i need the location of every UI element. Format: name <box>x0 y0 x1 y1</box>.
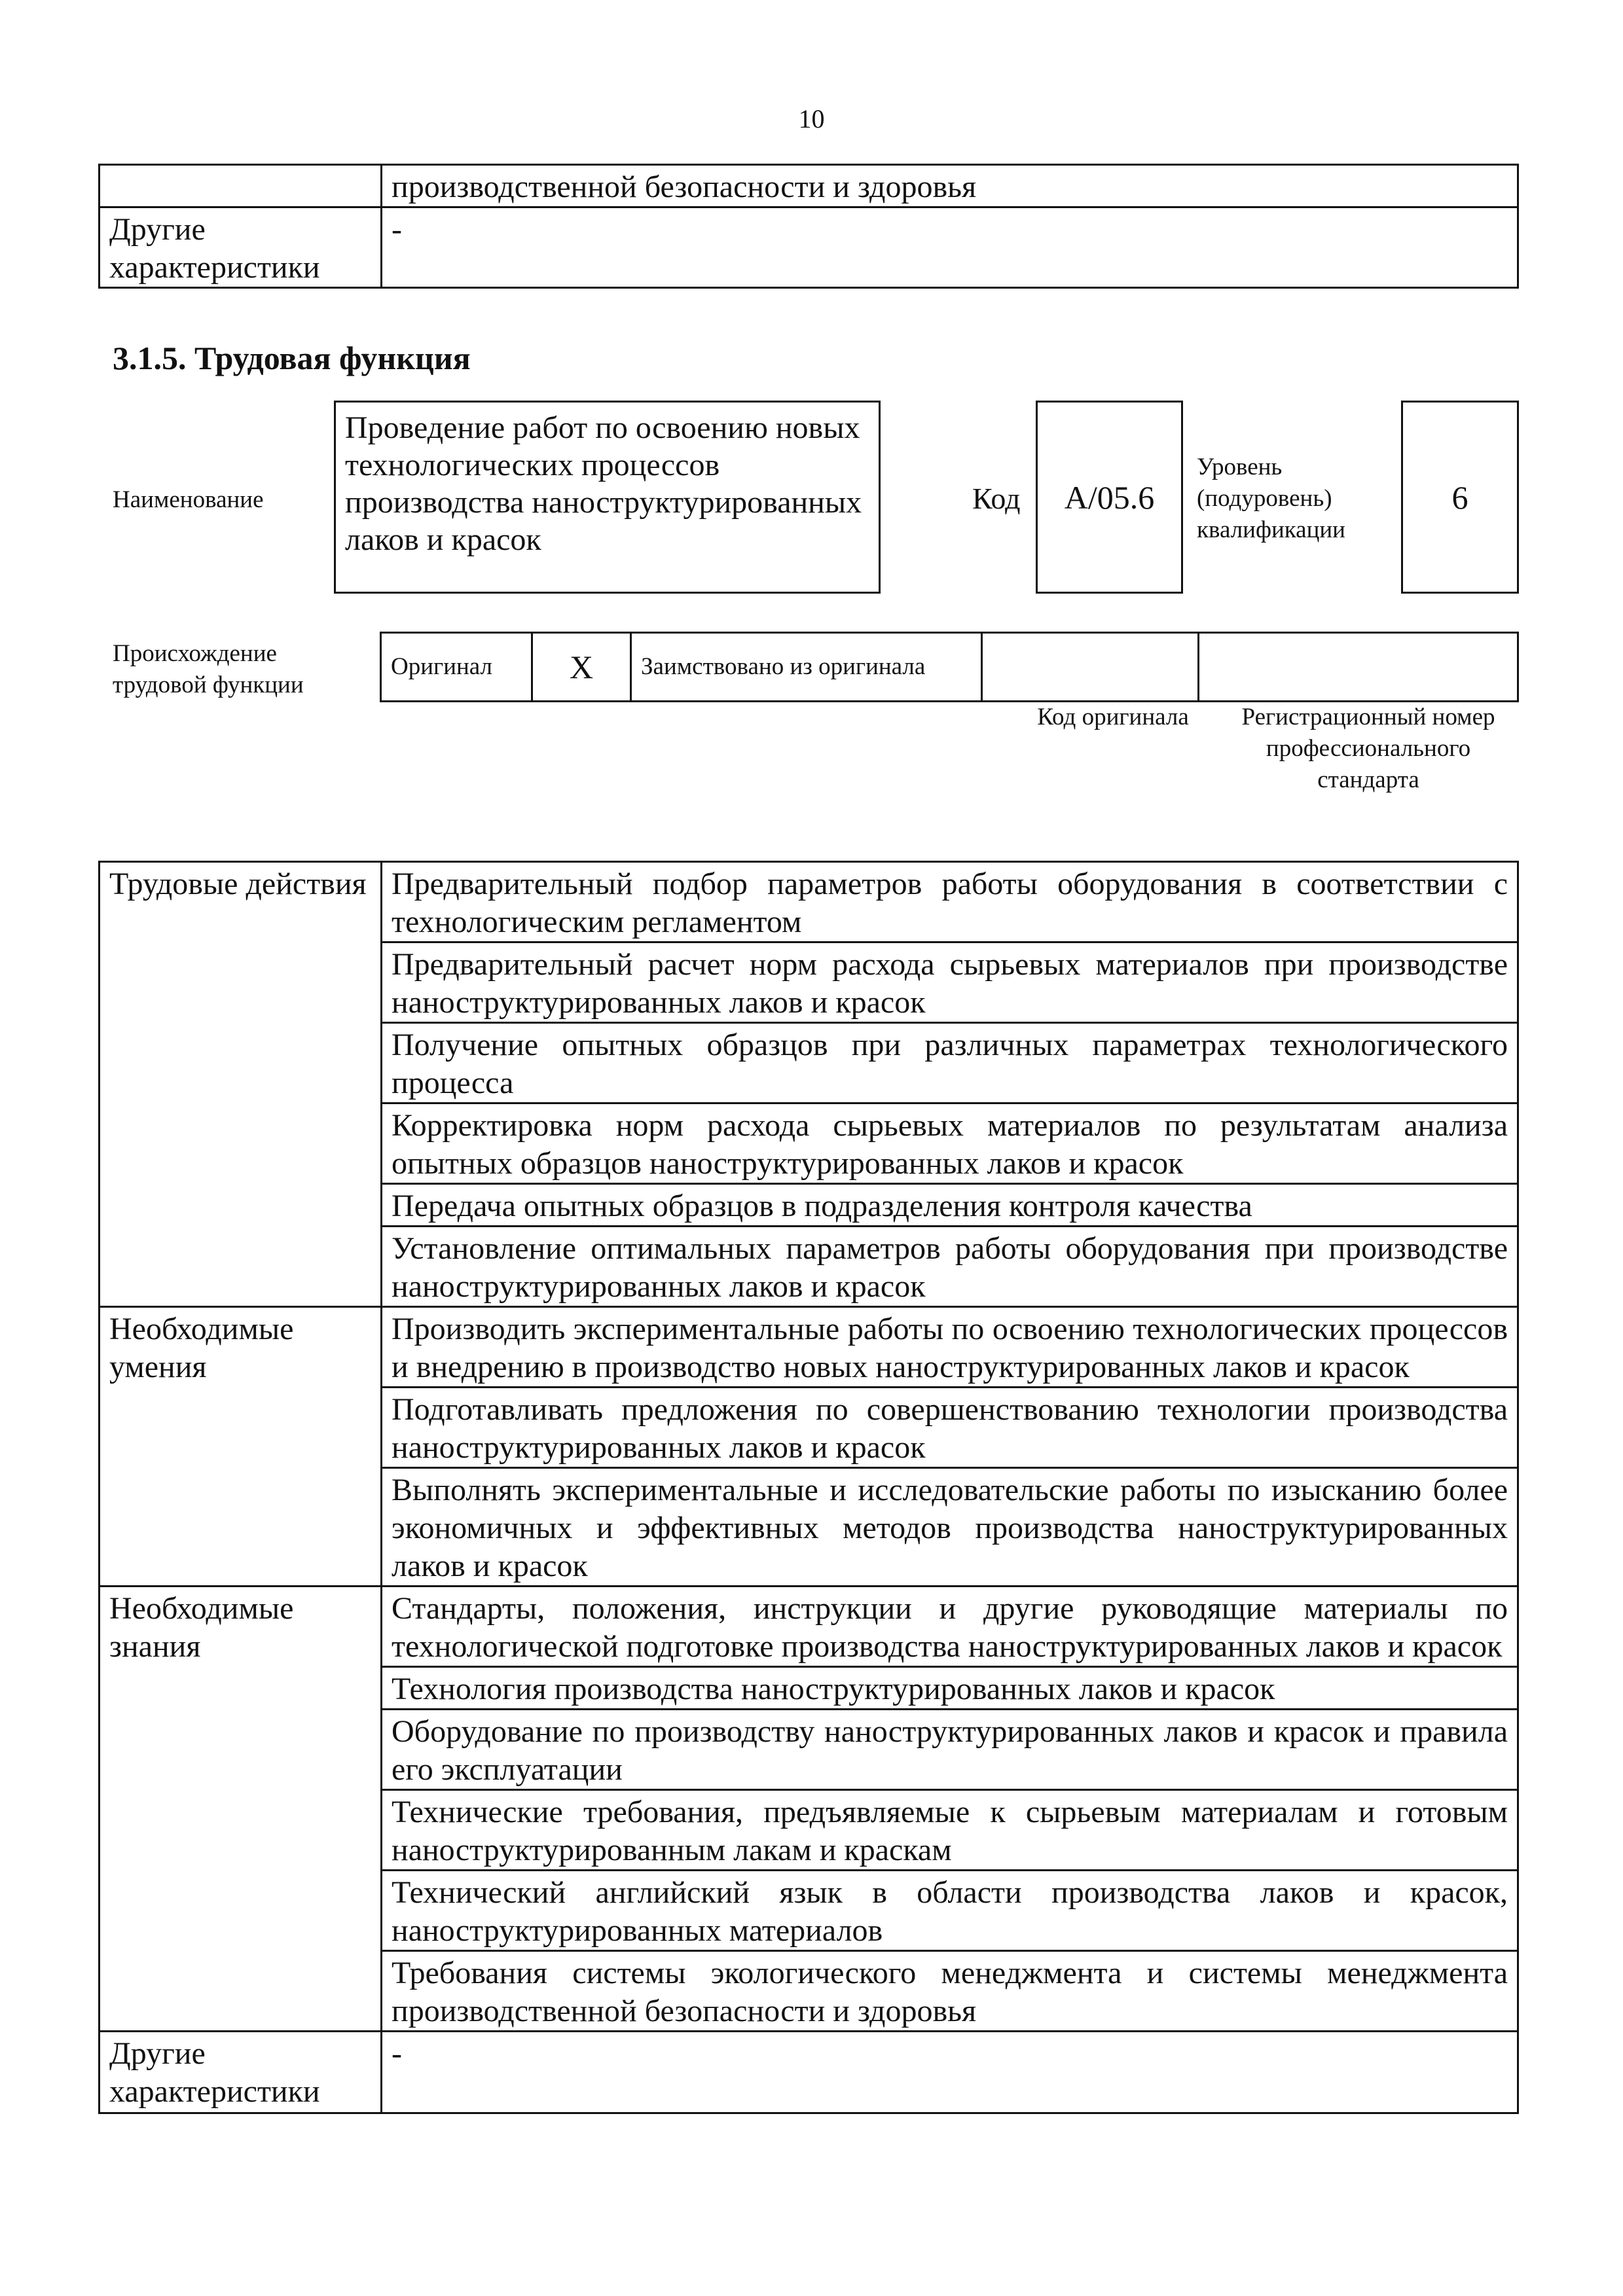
function-name-box: Проведение работ по освоению новых технологических процессов производства наноструктурированных лаков и красок <box>334 401 881 594</box>
level-box: 6 <box>1401 401 1519 594</box>
level-label: Уровень (подуровень) квалификации <box>1197 454 1345 543</box>
original-mark: X <box>532 633 631 702</box>
action-item: Получение опытных образцов при различных параметрах технологического процесса <box>382 1023 1518 1103</box>
actions-label: Трудовые действия <box>100 862 382 1307</box>
top-continuation-table <box>98 164 1519 289</box>
knowledge-item: Требования системы экологического менеджмента и системы менеджмента производственной безопасности и здоровья <box>382 1951 1518 2032</box>
knowledge-item: Стандарты, положения, инструкции и другие руководящие материалы по технологической подготовке производства наноструктурированных лаков и красок <box>382 1587 1518 1667</box>
borrowed-label: Заимствовано из оригинала <box>631 633 982 702</box>
knowledge-label: Необходимые знания <box>100 1587 382 2032</box>
action-item: Предварительный подбор параметров работы оборудования в соответствии с технологическим регламентом <box>382 862 1518 942</box>
origin-label: Происхождение трудовой функции <box>113 640 304 698</box>
origin-table <box>380 632 1519 702</box>
original-label: Оригинал <box>381 633 532 702</box>
code-box: A/05.6 <box>1036 401 1183 594</box>
empty-cell <box>100 165 382 207</box>
main-table <box>98 861 1519 2114</box>
knowledge-item: Технология производства наноструктурированных лаков и красок <box>382 1667 1518 1710</box>
other-characteristics-value: - <box>382 207 1518 288</box>
action-item: Установление оптимальных параметров работы оборудования при производстве наноструктурированных лаков и красок <box>382 1227 1518 1307</box>
caption-registration-number: Регистрационный номер профессионального стандарта <box>1241 704 1495 793</box>
caption-original-code: Код оригинала <box>1037 704 1189 730</box>
code-label: Код <box>972 482 1021 515</box>
skill-item: Выполнять экспериментальные и исследовательские работы по изысканию более экономичных и эффективных методов производства наноструктурированных лаков и красок <box>382 1468 1518 1587</box>
knowledge-item: Оборудование по производству наноструктурированных лаков и красок и правила его эксплуатации <box>382 1710 1518 1790</box>
page-number: 10 <box>798 104 825 134</box>
registration-number-cell <box>1199 633 1518 702</box>
skill-item: Производить экспериментальные работы по освоению технологических процессов и внедрению в производство новых наноструктурированных лаков и красок <box>382 1307 1518 1388</box>
other-label: Другие характеристики <box>100 2032 382 2113</box>
original-code-cell <box>982 633 1199 702</box>
continued-text: производственной безопасности и здоровья <box>382 165 1518 207</box>
knowledge-item: Технические требования, предъявляемые к сырьевым материалам и готовым наноструктурированным лакам и краскам <box>382 1790 1518 1871</box>
name-label: Наименование <box>113 486 264 513</box>
action-item: Предварительный расчет норм расхода сырьевых материалов при производстве наноструктурированных лаков и красок <box>382 942 1518 1023</box>
skills-label: Необходимые умения <box>100 1307 382 1587</box>
action-item: Корректировка норм расхода сырьевых материалов по результатам анализа опытных образцов наноструктурированных лаков и красок <box>382 1103 1518 1184</box>
section-title: 3.1.5. Трудовая функция <box>113 340 471 376</box>
action-item: Передача опытных образцов в подразделения контроля качества <box>382 1184 1518 1227</box>
knowledge-item: Технический английский язык в области производства лаков и красок, наноструктурированных материалов <box>382 1871 1518 1951</box>
skill-item: Подготавливать предложения по совершенствованию технологии производства наноструктурированных лаков и красок <box>382 1388 1518 1468</box>
other-characteristics-label: Другие характеристики <box>100 207 382 288</box>
other-value: - <box>382 2032 1518 2113</box>
